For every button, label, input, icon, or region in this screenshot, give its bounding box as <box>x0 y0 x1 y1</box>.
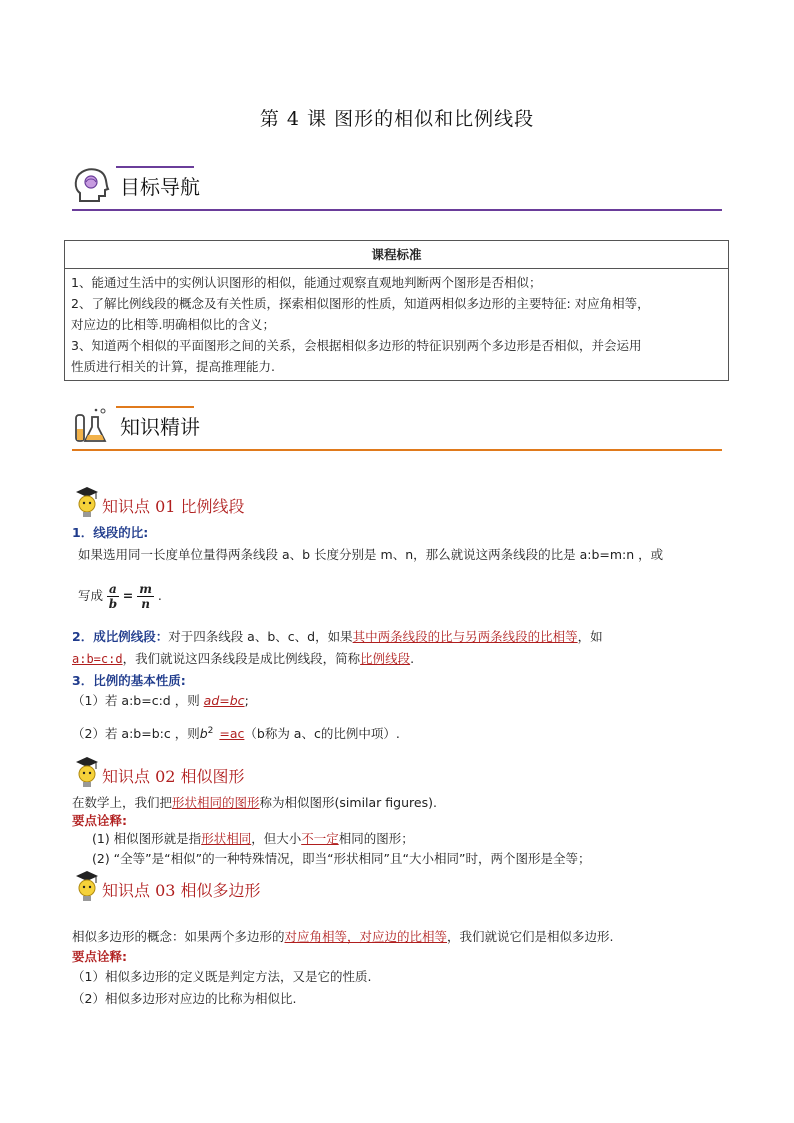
key-point-1 <box>92 830 414 848</box>
section-header-goals <box>72 165 722 211</box>
text: 在数学上，我们把 <box>72 795 173 810</box>
course-standard-table <box>64 240 729 381</box>
page-title: 第 4 课 图形的相似和比例线段 <box>259 108 535 130</box>
paragraph-proportional-segments-2 <box>72 650 414 668</box>
key-point-1: （1）相似多边形的定义既是判定方法，又是它的性质. <box>72 969 372 984</box>
equals-sign: = <box>122 588 134 603</box>
lab-flask-icon <box>72 405 112 445</box>
paragraph-similar-polygons <box>72 928 614 946</box>
subheading-basic-property: 3．比例的基本性质: <box>72 673 186 688</box>
standard-item: 对应边的比相等.明确相似比的含义； <box>71 317 275 332</box>
property-1 <box>72 692 249 710</box>
numerator: a <box>109 582 117 596</box>
highlight-text: 形状相同的图形 <box>172 795 260 810</box>
text: ，但大小 <box>251 831 302 846</box>
highlight-text: 形状相同 <box>201 831 252 846</box>
highlight-text: 其中两条线段的比与另两条线段的比相等 <box>352 629 578 644</box>
header-top-bar <box>116 406 194 408</box>
highlight-text: =ac <box>219 726 245 742</box>
text: ，如 <box>577 629 603 644</box>
text: ，我们就说它们是相似多边形. <box>447 929 614 944</box>
graduate-bulb-icon <box>72 486 102 520</box>
knowledge-point-03 <box>72 870 672 904</box>
highlight-text: ad=bc <box>203 693 245 708</box>
orange-divider <box>72 449 722 451</box>
highlight-text: 对应角相等，对应边的比相等 <box>284 929 448 944</box>
knowledge-point-01 <box>72 486 672 520</box>
paragraph-segment-ratio: 如果选用同一长度单位量得两条线段 a、b 长度分别是 m、n，那么就说这两条线段的比是 a:b=m:n ，或 <box>78 547 664 562</box>
text: 对于四条线段 a、b、c、d，如果 <box>168 629 353 644</box>
highlight-text: 比例线段 <box>360 651 411 666</box>
text: 称为相似图形(similar figures). <box>259 795 437 810</box>
text: (1) 相似图形就是指 <box>92 831 202 846</box>
section-header-knowledge <box>72 405 722 451</box>
course-standard-table-wrap <box>64 240 729 381</box>
graduate-bulb-icon <box>72 870 102 904</box>
text: （2）若 a:b=b:c ，则 <box>72 726 200 742</box>
section-title: 目标导航 <box>120 175 200 199</box>
denominator: n <box>141 597 150 611</box>
subheading-proportional: 2．成比例线段： <box>72 629 169 644</box>
key-points-heading: 要点诠释: <box>72 813 127 828</box>
text: ; <box>244 693 249 708</box>
knowledge-point-02 <box>72 756 672 790</box>
knowledge-point-title: 知识点 03 相似多边形 <box>102 881 261 900</box>
key-point-2: (2) “全等”是“相似”的一种特殊情况，即当“形状相同”且“大小相同”时，两个图形是全等； <box>92 851 591 866</box>
text: （1）若 a:b=c:d ，则 <box>72 693 204 708</box>
paragraph-proportional-segments <box>72 628 603 646</box>
fraction-line <box>78 578 162 614</box>
graduate-bulb-icon <box>72 756 102 790</box>
text: ，我们就说这四条线段是成比例线段，简称 <box>122 651 361 666</box>
highlight-text: a:b=c:d <box>72 652 123 666</box>
purple-divider <box>72 209 722 211</box>
standard-item: 性质进行相关的计算，提高推理能力. <box>71 359 275 374</box>
numerator: m <box>139 582 152 596</box>
key-points-heading: 要点诠释: <box>72 949 127 964</box>
table-header: 课程标准 <box>65 241 729 269</box>
fraction-a-b <box>107 582 119 611</box>
text: 相似多边形的概念：如果两个多边形的 <box>72 929 285 944</box>
text: （b称为 a、c的比例中项）. <box>244 726 400 742</box>
text: 相同的图形； <box>338 831 414 846</box>
knowledge-point-title: 知识点 02 相似图形 <box>102 767 245 786</box>
text: . <box>410 651 415 666</box>
standard-item: 1、能通过生活中的实例认识图形的相似，能通过观察直观地判断两个图形是否相似； <box>71 275 542 290</box>
math-b: b <box>199 726 208 742</box>
property-2 <box>72 722 400 743</box>
standard-item: 2、了解比例线段的概念及有关性质，探索相似图形的性质，知道两相似多边形的主要特征: 对应角相等， <box>71 296 650 311</box>
highlight-text: 不一定 <box>301 831 339 846</box>
brain-head-icon <box>72 165 112 205</box>
table-body <box>65 269 729 381</box>
exponent: 2 <box>207 726 214 736</box>
paragraph-similar-figures <box>72 794 437 812</box>
period: . <box>157 588 162 603</box>
header-top-bar <box>116 166 194 168</box>
subheading-segment-ratio: 1．线段的比: <box>72 525 149 540</box>
key-point-2: （2）相似多边形对应边的比称为相似比. <box>72 991 297 1006</box>
write-as-label: 写成 <box>78 588 104 603</box>
fraction-m-n <box>137 582 154 611</box>
standard-item: 3、知道两个相似的平面图形之间的关系，会根据相似多边形的特征识别两个多边形是否相似，并会运用 <box>71 338 642 353</box>
knowledge-point-title: 知识点 01 比例线段 <box>102 497 245 516</box>
section-title: 知识精讲 <box>120 415 200 439</box>
denominator: b <box>108 597 118 611</box>
